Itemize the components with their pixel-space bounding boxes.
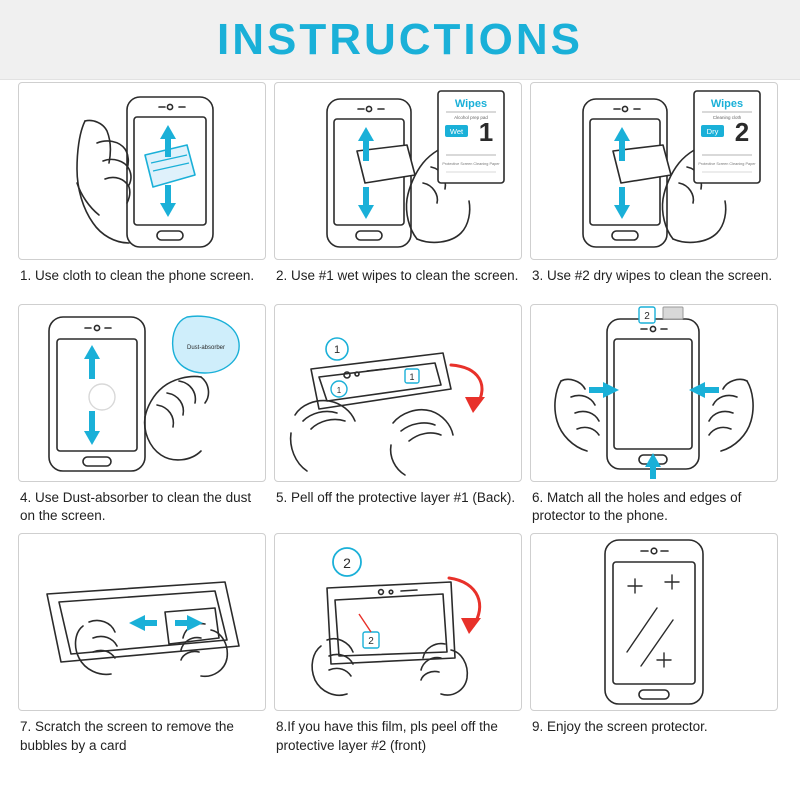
step-2-caption: 2. Use #1 wet wipes to clean the screen. [276,268,519,283]
step-card-1 [18,82,266,300]
step-card-3 [530,82,778,300]
step-5-caption: 5. Pell off the protective layer #1 (Back). [276,490,516,505]
step-card-7 [18,533,266,758]
svg-text:2: 2 [368,636,374,648]
svg-text:Alcohol prep pad: Alcohol prep pad [454,115,488,120]
steps-grid [0,82,800,763]
svg-text:Protective Screen Cleaning Pap: Protective Screen Cleaning Paper [698,162,756,166]
svg-text:1: 1 [336,386,342,395]
svg-text:1: 1 [478,117,494,147]
svg-text:1: 1 [333,344,341,356]
step-3-caption: 3. Use #2 dry wipes to clean the screen. [532,268,773,283]
step-8-caption: 8.If you have this film, pls peel off the protective layer #2 (front) [276,719,498,753]
svg-text:Protective Screen Cleaning Pap: Protective Screen Cleaning Paper [442,162,500,166]
step-7-illustration [18,533,266,711]
step-5-illustration [274,304,522,482]
svg-text:Wipes: Wipes [710,98,744,110]
step-9-illustration [530,533,778,711]
step-card-9 [530,533,778,758]
title-bar [0,0,800,80]
step-3-illustration [530,82,778,260]
step-4-caption: 4. Use Dust-absorber to clean the dust on the screen. [20,490,252,524]
step-8-illustration [274,533,522,711]
step-2-illustration [274,82,522,260]
svg-text:Wipes: Wipes [454,98,488,110]
step-card-4 [18,304,266,529]
svg-text:2: 2 [734,117,750,147]
svg-text:Cleaning cloth: Cleaning cloth [712,115,742,120]
svg-text:Dust-absorber: Dust-absorber [186,345,226,351]
step-1-illustration [18,82,266,260]
svg-text:2: 2 [343,555,351,572]
step-4-illustration [18,304,266,482]
step-card-6 [530,304,778,529]
step-card-5 [274,304,522,529]
step-card-2 [274,82,522,300]
svg-text:Wet: Wet [449,127,464,136]
svg-text:Dry: Dry [706,127,719,136]
step-6-illustration [530,304,778,482]
step-card-8 [274,533,522,758]
step-6-caption: 6. Match all the holes and edges of protector to the phone. [532,490,742,524]
step-9-caption: 9. Enjoy the screen protector. [532,719,708,735]
svg-text:1: 1 [409,372,415,382]
step-1-caption: 1. Use cloth to clean the phone screen. [20,268,255,283]
page-title: INSTRUCTIONS [217,14,583,64]
svg-text:2: 2 [644,311,650,322]
step-7-caption: 7. Scratch the screen to remove the bubbles by a card [20,719,234,753]
